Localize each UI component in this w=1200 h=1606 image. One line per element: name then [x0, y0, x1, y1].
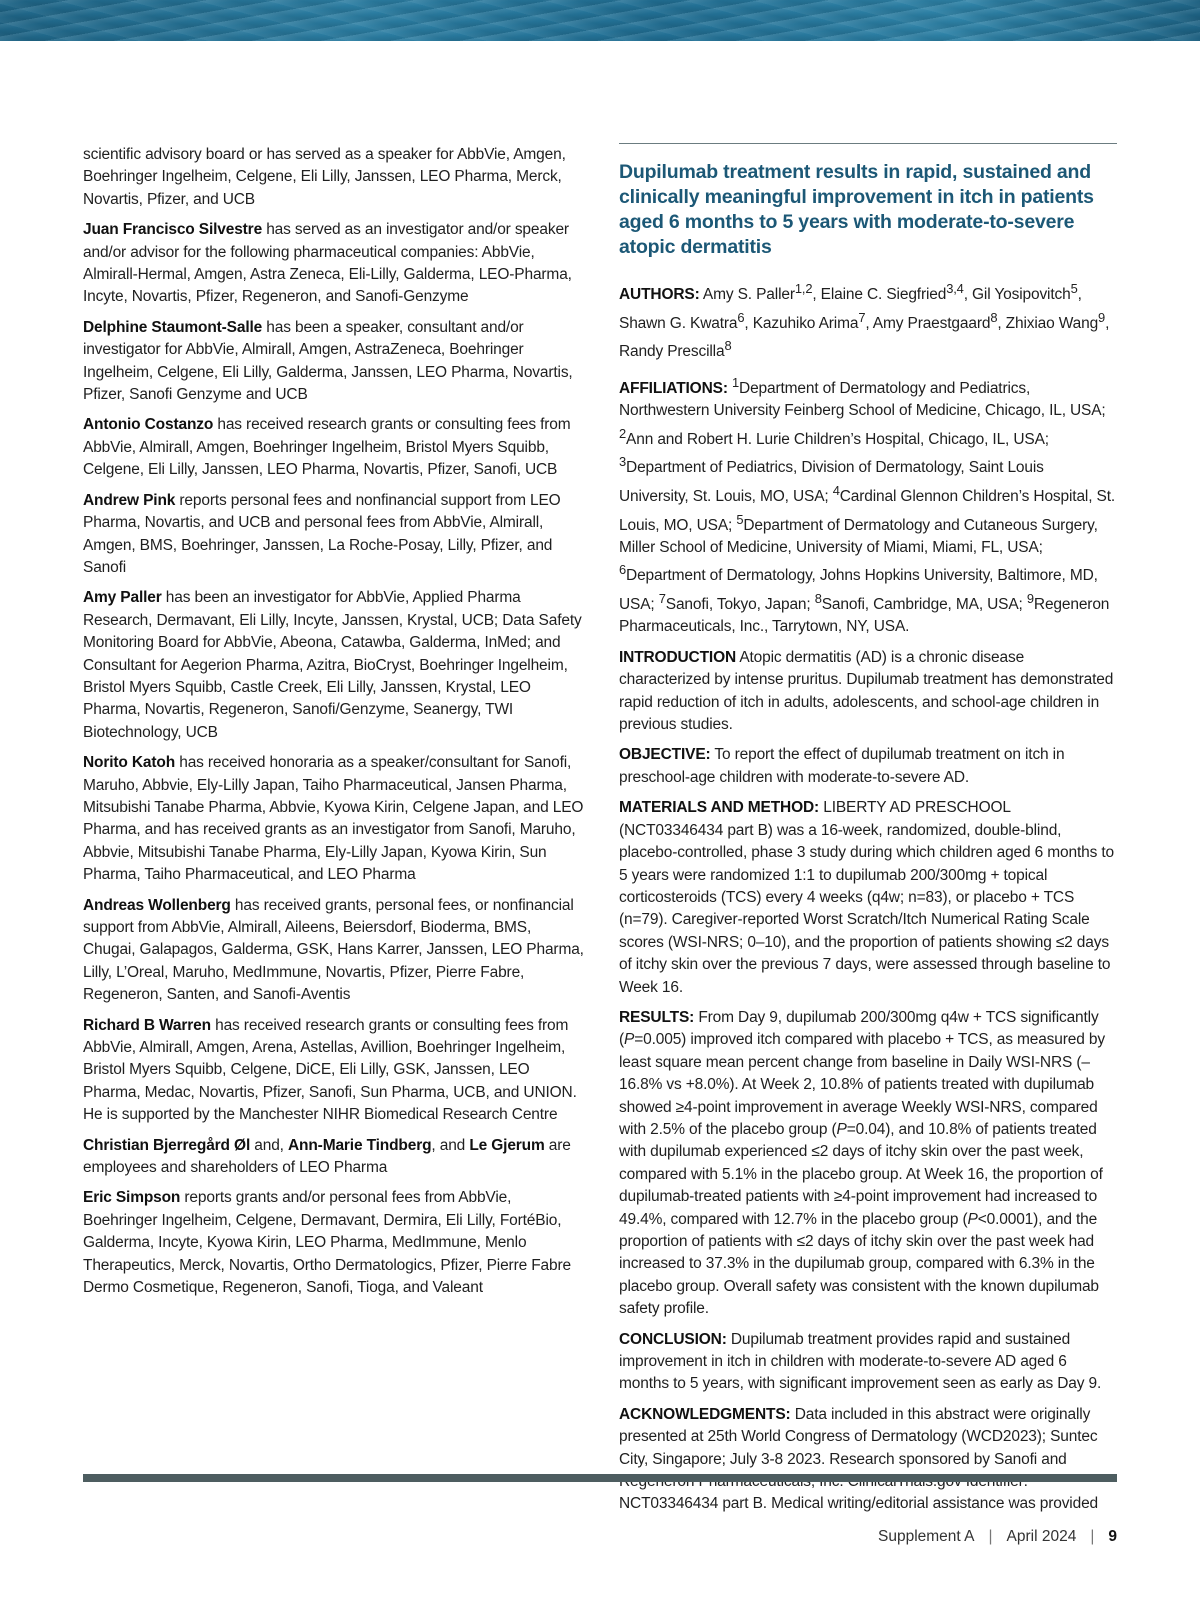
acknowledgments-paragraph	[619, 1404, 1117, 1516]
conclusion-paragraph	[619, 1329, 1117, 1396]
affiliation: $^6$Department of Dermatology, Johns Hopkins University, Baltimore, MD, USA;	[619, 562, 1098, 614]
results-paragraph	[619, 1007, 1117, 1321]
methods-paragraph	[619, 797, 1117, 999]
ocean-header-banner	[0, 0, 1200, 41]
author: , Elaine C. Siegfried$^{3,4}$	[812, 281, 964, 304]
disclosure-text: , and	[431, 1136, 470, 1154]
author: , Gil Yosipovitch$^5$	[963, 281, 1078, 304]
objective-text: To report the effect of dupilumab treatment on itch in preschool-age children with moderate-to-severe AD.	[619, 746, 1065, 786]
footer-separator: |	[988, 1528, 993, 1545]
affiliations-label: AFFILIATIONS:	[619, 379, 728, 397]
results-text-4: <0.0001), and the proportion of patients with ≤2 days of itchy skin over the past week had increased to 37.3% in the dupilumab group, compared with 6.3% in the placebo group. Overall safety was consistent with the known dupilumab safety profile.	[619, 1210, 1099, 1318]
conclusion-label: CONCLUSION:	[619, 1330, 727, 1348]
p-value-symbol: P	[967, 1210, 978, 1228]
disclosure-name: Le Gjerum	[469, 1136, 545, 1154]
acknowledgments-text: Data included in this abstract were originally presented at 25th World Congress of Dermatology (WCD2023); Suntec City, Singapore; July 3-8 2023. Research sponsored by Sanofi and NCT03346434 part B. Medical writing/editorial assistance was provided	[619, 1405, 1099, 1513]
footer-date: April 2024	[1006, 1528, 1077, 1545]
affiliation: $^7$Sanofi, Tokyo, Japan;	[658, 590, 815, 614]
objective-paragraph	[619, 744, 1117, 789]
disclosure-name: Andreas Wollenberg	[83, 896, 231, 914]
disclosure-entry	[83, 414, 585, 481]
footer-separator: |	[1090, 1528, 1095, 1545]
disclosure-continued: scientific advisory board or has served as a speaker for AbbVie, Amgen, Boehringer Ingelheim, Celgene, Eli Lilly, Janssen, LEO Pharma, Merck, Novartis, Pfizer, and UCB	[83, 146, 566, 208]
disclosure-name: Eric Simpson	[83, 1189, 181, 1207]
affiliation: $^9$Regeneron Pharmaceuticals, Inc., Tarrytown, NY, USA.	[619, 590, 1110, 636]
author: , Amy Praestgaard$^8$	[865, 309, 998, 332]
disclosure-text: has received research grants or consulting fees from AbbVie, Almirall, Amgen, Arena, Astellas, Avillion, Boehringer Ingelheim, Bristol Myers Squibb, Celgene, DiCE, Eli Lilly, GSK, Janssen, LEO Pharma, Medac, Novartis, Pfizer, Sanofi, Sun Pharma, UCB, and UNION. He is supported by the Manchester NIHR Biomedical Research Centre	[83, 1016, 577, 1124]
disclosure-name: Richard B Warren	[83, 1016, 211, 1034]
introduction-paragraph	[619, 647, 1117, 737]
acknowledgments-label: ACKNOWLEDGMENTS:	[619, 1405, 791, 1423]
methods-label: MATERIALS AND METHOD:	[619, 799, 820, 817]
p-value-symbol: P	[836, 1120, 847, 1138]
abstract-title: Dupilumab treatment results in rapid, sustained and clinically meaningful improvement in itch in patients aged 6 months to 5 years with moderate-to-severe atopic dermatitis	[619, 161, 1094, 258]
disclosure-name: Ann-Marie Tindberg	[288, 1136, 432, 1154]
author: , Shawn G. Kwatra$^6$	[619, 286, 1082, 332]
results-text-3: =0.04), and 10.8% of patients treated with dupilumab experienced ≤2 days of itchy skin over the past week, compared with 5.1% in the placebo group. At Week 16, the proportion of dupilumab-treated patients with ≥4-point improvement had increased to 49.4%, compared with 12.7% in the placebo group (	[619, 1120, 1103, 1228]
affiliation: $^3$Department of Pediatrics, Division of Dermatology, Saint Louis University, St. Louis, MO, USA;	[619, 454, 1044, 505]
disclosure-name: Christian Bjerregård Øl	[83, 1136, 251, 1154]
disclosure-entry	[83, 1015, 585, 1127]
affiliation: $^4$Cardinal Glennon Children’s Hospital, St. Louis, MO, USA;	[619, 482, 1116, 534]
authors-paragraph	[619, 278, 1117, 364]
author: Amy S. Paller$^{1,2}$	[699, 281, 813, 304]
page-footer	[878, 1528, 1117, 1546]
p-value-symbol: P	[624, 1031, 635, 1049]
disclosure-name: Andrew Pink	[83, 491, 176, 509]
page-number: 9	[1108, 1528, 1117, 1545]
disclosure-name: Juan Francisco Silvestre	[83, 221, 263, 239]
disclosure-text: and,	[250, 1136, 288, 1154]
results-label: RESULTS:	[619, 1008, 695, 1026]
disclosure-text: reports grants and/or personal fees from AbbVie, Boehringer Ingelheim, Celgene, Dermavant, Dermira, Eli Lilly, FortéBio, Galderma, Incyte, Kyowa Kirin, LEO Pharma, MedImmune, Menlo Therapeutics, Merck, Novartis, Ortho Dermatologics, Pfizer, Pierre Fabre Dermo Cosmetique, Regeneron, Sanofi, Tioga, and Valeant	[83, 1189, 571, 1297]
disclosure-text: has received honoraria as a speaker/consultant for Sanofi, Maruho, Abbvie, Ely-Lilly Japan, Taiho Pharmaceutical, Jansen Pharma, Mitsubishi Tanabe Pharma, Abbvie, Kyowa Kirin, Celgene Japan, and LEO Pharma, and has received grants as an investigator from Sanofi, Maruho, Abbvie, Mitsubishi Tanabe Pharma, Ely-Lilly Japan, Kyowa Kirin, Sun Pharma, Taiho Pharmaceutical, and LEO Pharma	[83, 754, 584, 884]
affiliation: $^8$Sanofi, Cambridge, MA, USA;	[814, 590, 1027, 614]
disclosure-entry	[83, 219, 585, 309]
affiliation: $^5$Department of Dermatology and Cutaneous Surgery, Miller School of Medicine, University of Miami, Miami, FL, USA;	[619, 511, 1098, 556]
conclusion-text: Dupilumab treatment provides rapid and sustained improvement in itch in children with moderate-to-severe AD aged 6 months to 5 years, with significant improvement seen as early as Day 9.	[619, 1330, 1102, 1393]
disclosure-text: has served as an investigator and/or speaker and/or advisor for the following pharmaceutical companies: AbbVie, Almirall-Hermal, Amgen, Astra Zeneca, Eli-Lilly, Galderma, LEO-Pharma, Incyte, Novartis, Pfizer, Regeneron, and Sanofi-Genzyme	[83, 221, 572, 306]
author: , Randy Prescilla$^8$	[619, 314, 1110, 361]
disclosure-entry	[83, 587, 585, 744]
introduction-label: INTRODUCTION	[619, 648, 737, 666]
disclosure-text: has received research grants or consulting fees from AbbVie, Almirall, Amgen, Boehringer Ingelheim, Bristol Myers Squibb, Celgene, Eli Lilly, Janssen, LEO Pharma, Novartis, Pfizer, Sanofi, UCB	[83, 416, 571, 479]
disclosure-entry	[83, 895, 585, 1007]
affiliation: $^2$Ann and Robert H. Lurie Children’s Hospital, Chicago, IL, USA;	[619, 425, 1049, 448]
author: , Zhixiao Wang$^9$	[997, 309, 1106, 332]
authors-label: AUTHORS:	[619, 286, 700, 304]
methods-text: LIBERTY AD PRESCHOOL (NCT03346434 part B) was a 16-week, randomized, double-blind, placebo-controlled, phase 3 study during which children aged 6 months to 5 years were randomized 1:1 to dupilumab 200/300mg + topical corticosteroids (TCS) every 4 weeks (q4w; n=83), or placebo + TCS (n=79). Caregiver-reported Worst Scratch/Itch Numerical Rating Scale scores (WSI-NRS; 0–10), and the proportion of patients showing ≤2 days of itchy skin over the previous 7 days, were assessed through baseline to Week 16.	[619, 799, 1114, 996]
affiliations-paragraph	[619, 372, 1117, 639]
disclosure-text: has been a speaker, consultant and/or investigator for AbbVie, Almirall, Amgen, AstraZeneca, Boehringer Ingelheim, Celgene, Eli Lilly, Galderma, Janssen, LEO Pharma, Novartis, Pfizer, Sanofi Genzyme and UCB	[83, 318, 573, 404]
introduction-text: Atopic dermatitis (AD) is a chronic disease characterized by intense pruritus. Dupilumab treatment has demonstrated rapid reduction of itch in adults, adolescents, and school-age children in previous studies.	[619, 648, 1114, 734]
disclosure-text: has received grants, personal fees, or nonfinancial support from AbbVie, Almirall, Aileens, Beiersdorf, Bioderma, BMS, Chugai, Galapagos, Galderma, GSK, Hans Karrer, Janssen, LEO Pharma, Lilly, L’Oreal, Maruho, MedImmune, Novartis, Pfizer, Pierre Fabre, Regeneron, Santen, and Sanofi-Aventis	[83, 896, 584, 1004]
disclosure-entry	[83, 1187, 585, 1299]
disclosure-entry	[83, 317, 585, 407]
footer-supplement: Supplement A	[878, 1528, 975, 1545]
disclosure-name: Antonio Costanzo	[83, 416, 214, 434]
abstract-top-rule	[619, 143, 1117, 144]
disclosure-name: Norito Katoh	[83, 754, 176, 772]
disclosure-entry	[83, 490, 585, 580]
results-text-2: =0.005) improved itch compared with placebo + TCS, as measured by least square mean percent change from baseline in Daily WSI-NRS (–16.8% vs +8.0%). At Week 2, 10.8% of patients treated with dupilumab showed ≥4-point improvement in average Weekly WSI-NRS, compared with 2.5% of the placebo group (	[619, 1031, 1105, 1138]
disclosures-column	[83, 144, 585, 1308]
disclosure-text: has been an investigator for AbbVie, Applied Pharma Research, Dermavant, Eli Lilly, Incyte, Janssen, Krystal, UCB; Data Safety Monitoring Board for AbbVie, Abeona, Catawba, Galderma, InMed; and Consultant for Aegerion Pharma, Azitra, BioCryst, Boehringer Ingelheim, Bristol Myers Squibb, Castle Creek, Eli Lilly, Janssen, Krystal, LEO Pharma, Novartis, Regeneron, Sanofi/Genzyme, Seanergy, TWI Biotechnology, UCB	[83, 589, 582, 741]
results-text-1: From Day 9, dupilumab 200/300mg q4w + TCS significantly (	[619, 1008, 1099, 1049]
abstract-column	[619, 143, 1117, 1524]
disclosure-name: Amy Paller	[83, 589, 162, 607]
bottom-rule-bar	[83, 1474, 1117, 1482]
objective-label: OBJECTIVE:	[619, 746, 711, 764]
affiliation: $^1$Department of Dermatology and Pediatrics, Northwestern University Feinberg School of Medicine, Chicago, IL, USA;	[619, 374, 1106, 420]
disclosure-entry	[83, 752, 585, 886]
author: , Kazuhiko Arima$^7$	[744, 309, 866, 332]
disclosure-entry-employees	[83, 1135, 585, 1180]
disclosure-name: Delphine Staumont-Salle	[83, 318, 263, 336]
disclosure-text: reports personal fees and nonfinancial support from LEO Pharma, Novartis, and UCB and personal fees from AbbVie, Almirall, Amgen, BMS, Boehringer, Janssen, La Roche-Posay, Lilly, Pfizer, and Sanofi	[83, 491, 561, 576]
disclosure-text: are employees and shareholders of LEO Pharma	[83, 1136, 571, 1177]
